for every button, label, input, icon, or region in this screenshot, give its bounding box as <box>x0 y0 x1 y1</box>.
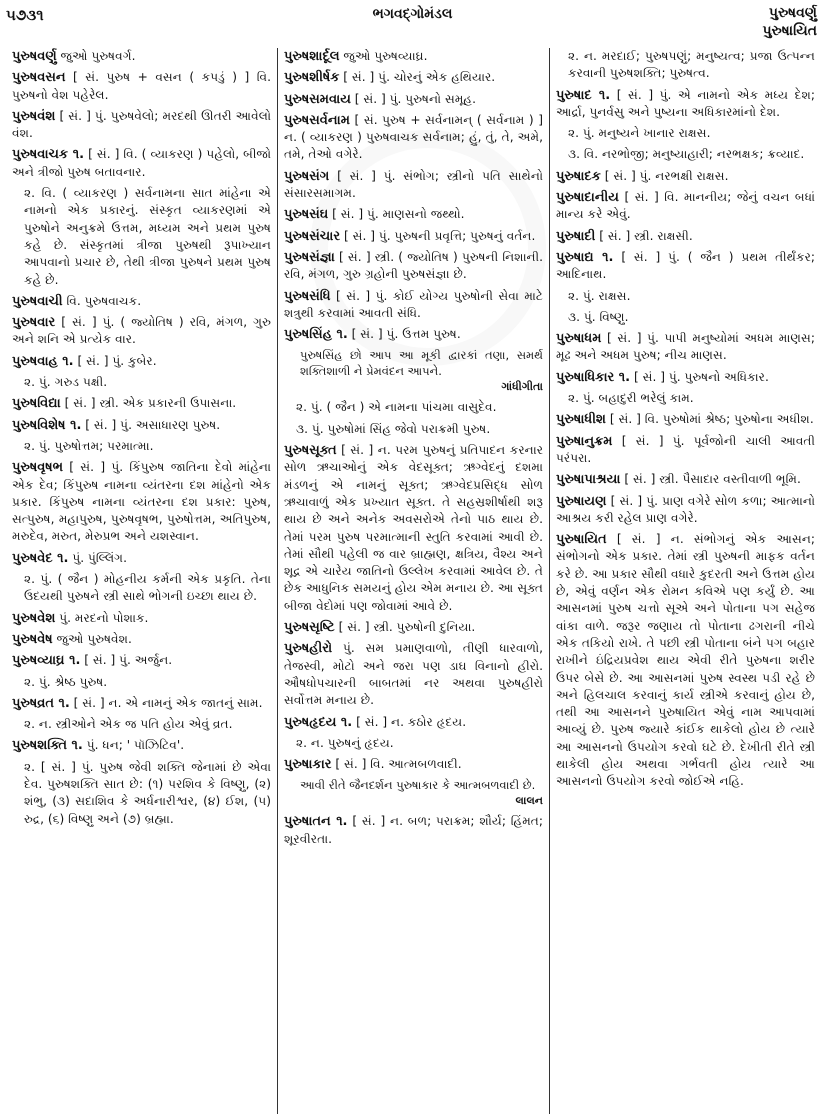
entry-headword: પુરુષવાર <box>12 315 56 331</box>
entry-sense <box>12 716 271 733</box>
entry-headword: પુરુષસંધિ <box>284 288 331 304</box>
entry-headword: પુરુષવાચી <box>12 293 63 309</box>
entry-definition: [ સં. ] ન. એ નામનું એક જાતનું સામ. <box>73 695 263 710</box>
quotation-text: પુરુષસિંહ છો આપ આ મૂકી દ્વારકાં તણા, સમર્થ શક્તિશાળી ને પ્રેમવંદન આપને. <box>300 348 543 379</box>
dictionary-entry <box>284 288 543 323</box>
entry-headword: પુરુષાધિકાર ૧. <box>556 369 631 385</box>
column-2 <box>277 48 549 1114</box>
entry-definition: [ સં. ] સ્ત્રી. પૈસાદાર વસ્તીવાળી ભૂમિ. <box>624 472 801 487</box>
entry-definition: પું. પુંલ્લિંગ. <box>72 550 127 565</box>
column-1 <box>6 48 277 1114</box>
entry-definition: ૨. ન. સ્ત્રીઓને એક જ પતિ હોય એવું વ્રત. <box>24 717 233 732</box>
entry-definition: ૨. ન. પુરુષનું હૃદય. <box>296 735 394 750</box>
entry-definition: [ સં. ] પું. પુરુષની પ્રવૃત્તિ; પુરુષનું વર્તન. <box>343 228 536 243</box>
dictionary-entry <box>284 48 543 65</box>
entry-headword: પુરુષશક્તિ ૧. <box>12 738 83 754</box>
entry-headword: પુરુષાદી <box>556 228 596 244</box>
entry-definition: [ સં. ] પું. માણસનો જથ્થો. <box>332 207 465 222</box>
entry-definition: ૩. પું. વિષ્ણુ. <box>568 309 629 324</box>
entry-headword: પુરુષાદક <box>556 168 601 184</box>
entry-sense <box>284 421 543 438</box>
dictionary-entry <box>556 228 815 245</box>
entry-sense <box>556 390 815 407</box>
entry-headword: પુરુષસંજ્ઞા <box>284 249 335 265</box>
dictionary-entry <box>12 631 271 648</box>
dictionary-entry <box>12 108 271 143</box>
entry-definition: [ સં. ] પું. કુબેર. <box>77 353 157 368</box>
entry-headword: પુરુષસિંહ ૧. <box>284 327 348 343</box>
entry-quotation <box>300 777 543 809</box>
entry-definition: [ સં. ] પું. સંભોગ; સ્ત્રીનો પતિ સાથેનો સંસારસમાગમ. <box>284 168 543 201</box>
entry-quotation <box>300 347 543 395</box>
dictionary-entry <box>556 168 815 185</box>
entry-sense <box>12 571 271 606</box>
entry-headword: પુરુષસંગ <box>284 168 330 184</box>
dictionary-entry <box>556 471 815 488</box>
dictionary-entry <box>284 326 543 343</box>
entry-headword: પુરુષાનુક્રમ <box>556 433 613 449</box>
entry-headword: પુરુષવર્ણુ <box>12 49 57 64</box>
guide-words <box>762 4 817 40</box>
dictionary-entry <box>284 756 543 773</box>
dictionary-entry <box>12 48 271 65</box>
entry-definition: ૨. પું. પુરુષોત્તમ; પરમાત્મા. <box>24 438 154 453</box>
entry-headword: પુરુષવેદ ૧. <box>12 550 69 566</box>
entry-headword: પુરુષહૃદય ૧. <box>284 714 353 730</box>
dictionary-entry <box>12 610 271 627</box>
entry-definition: [ સં. ] પું. પુરુષનો સમૂહ. <box>354 91 476 106</box>
entry-definition: [ સં. ] વિ. ( વ્યાકરણ ) પહેલો, બીજો અને ત્રીજો પુરુષ બતાવનાર. <box>12 147 272 179</box>
dictionary-entry <box>12 146 271 181</box>
entry-definition: [ સં. ] ન. કઠોર હૃદય. <box>356 714 467 729</box>
entry-definition: વિ. પુરુષવાચક. <box>66 293 142 308</box>
entry-sense <box>556 125 815 142</box>
dictionary-columns <box>6 48 821 1114</box>
entry-definition: [ સં. ] પું. ( જ્યોતિષ ) રવિ, મંગળ, ગુરુ અને શનિ એ પ્રત્યેક વાર. <box>12 315 272 347</box>
entry-headword: પુરુષાયિત <box>556 532 607 548</box>
entry-definition: પું. ધન; ' પૉઝિટિવ'. <box>86 738 185 753</box>
entry-definition: [ સં. ] પું. પૂર્વજોની ચાલી આવતી પરંપરા. <box>556 433 815 465</box>
entry-headword: પુરુષાયણ <box>556 493 607 509</box>
dictionary-entry <box>12 314 271 349</box>
entry-headword: પુરુષસૂક્ત <box>284 443 337 459</box>
guide-word-last: પુરુષાયિત <box>762 23 817 39</box>
entry-definition: [ સં. ] સ્ત્રી. રાક્ષસી. <box>599 228 693 243</box>
dictionary-entry <box>284 249 543 284</box>
entry-headword: પુરુષાધમ <box>556 331 602 347</box>
entry-headword: પુરુષાપાશ્રયા <box>556 472 621 488</box>
entry-sense <box>556 48 815 83</box>
entry-headword: પુરુષવૃષભ <box>12 460 63 476</box>
entry-definition: ૩. વિ. નરભોજી; મનુષ્યાહારી; નરભક્ષક; ક્રવ્યાદ. <box>568 147 805 162</box>
entry-headword: પુરુષાતન ૧. <box>284 814 348 830</box>
entry-headword: પુરુષાદ ૧. <box>556 87 611 103</box>
dictionary-entry <box>12 695 271 712</box>
entry-definition: [ સં. ] વિ. પુરુષોમાં શ્રેષ્ઠ; પુરુષોના અધીશ. <box>609 412 814 427</box>
entry-definition: [ સં. ] વિ. આત્મબળવાદી. <box>335 757 462 772</box>
entry-definition: [ સં. ] પું. અસાધારણ પુરુષ. <box>85 417 221 432</box>
dictionary-entry <box>12 69 271 104</box>
entry-headword: પુરુષવિદ્યા <box>12 396 61 412</box>
entry-headword: પુરુષહીરો <box>284 641 333 657</box>
dictionary-entry <box>284 91 543 108</box>
entry-definition: જુઓ પુરુષવ્યાઘ્ર. <box>343 49 428 63</box>
entry-headword: પુરુષવેશ <box>12 610 56 626</box>
dictionary-entry <box>284 168 543 203</box>
entry-sense <box>12 185 271 289</box>
entry-definition: ૨. પું. શ્રેષ્ઠ પુરુષ. <box>24 674 108 689</box>
entry-sense <box>12 438 271 455</box>
entry-headword: પુરુષવેષ <box>12 631 53 647</box>
column-3 <box>549 48 821 1114</box>
entry-headword: પુરુષાદ્ય ૧. <box>556 249 614 265</box>
entry-headword: પુરુષાદાનીય <box>556 190 619 206</box>
entry-definition: [ સં. ] પું. કિંપુરુષ જાતિના દેવો માંહેના એક દેવ; કિંપુરુષ નામના વ્યંતરના દશ માંહેનો એક પ્રકાર. કિંપુરુષ નામના વ્યંતરના દશ પ્રકાર: પુરુષ, સત્પુરુષ, મહાપુરુષ, પુરુષવૃષભ, પુરુષોત્તમ, અતિપુરુષ, મરુદેવ, મરુત, મેરુપ્રભ અને યશસ્વાન. <box>12 460 271 544</box>
page-header <box>0 0 825 46</box>
dictionary-entry <box>12 353 271 370</box>
dictionary-entry <box>284 640 543 709</box>
dictionary-entry <box>12 459 271 545</box>
entry-definition: [ સં. ] પું. કોઈ યોગ્ય પુરુષોની સેવા માટે શત્રુથી કરવામાં આવતી સંધિ. <box>284 288 544 320</box>
entry-definition: [ સં. પુરુષ + સર્વનામન્ ( સર્વનામ ) ] ન. ( વ્યાકરણ ) પુરુષવાચક સર્વનામ; હું, તું, તે, અમે, તમે, તેઓ વગેરે. <box>284 112 544 162</box>
entry-definition: ૨. પું. મનુષ્યને ખાનાર રાક્ષસ. <box>568 126 711 141</box>
dictionary-entry <box>12 652 271 669</box>
entry-headword: પુરુષસંચાર <box>284 228 341 244</box>
page-number: ૫૭૩૧ <box>6 6 44 24</box>
entry-definition: પું. સમ પ્રમાણવાળો, તીણી ધારવાળો, તેજસ્વી, મોટો અને જરા પણ ડાઘ વિનાનો હીરો. ઔષધોપચારની બાબતમાં નર અથવા પુરુષહીરો સર્વોત્તમ મનાય છે. <box>284 641 543 708</box>
dictionary-entry <box>556 330 815 365</box>
dictionary-entry <box>556 411 815 428</box>
guide-word-first: પુરુષવર્ણુ <box>768 5 817 21</box>
entry-sense <box>12 759 271 828</box>
entry-sense <box>284 735 543 752</box>
entry-definition: પું. મરદનો પોશાક. <box>59 610 149 625</box>
dictionary-entry <box>556 189 815 224</box>
dictionary-entry <box>12 737 271 754</box>
entry-definition: જુઓ પુરુષવર્ગ. <box>60 49 136 63</box>
entry-headword: પુરુષવ્રત ૧. <box>12 695 70 711</box>
entry-definition: [ સં. ] ન. પરમ પુરુષનું પ્રતિપાદન કરનાર સોળ ઋચાઓનું એક વેદસૂક્ત; ઋગ્વેદનું દશમા મંડળનું એ નામનું સૂક્ત; ઋગ્વેદપ્રસિદ્ધ સોળ ઋચાવાળું એક પ્રખ્યાત સૂક્ત. તે સહસ્રશીર્ષાથી શરૂ થાય છે અને અનેક અવસરોએ તેનો પાઠ થાય છે. તેમાં પરમ પુરુષ પરમાત્માની સ્તુતિ કરવામાં આવી છે. તેમાં સૌથી પહેલી જ વાર બ્રાહ્મણ, ક્ષત્રિય, વૈશ્ય અને શૂદ્ર એ ચારેય જાતિનો ઉલ્લેખ કરવામાં આવેલ છે. તે છેક આધુનિક સમયનું હોય એમ મનાય છે. આ સૂક્ત બીજા વેદોમાં પણ જોવામાં આવે છે. <box>284 443 543 613</box>
entry-definition: ૨. ન. મરદાઈ; પુરુષપણું; મનુષ્યત્વ; પ્રજા ઉત્પન્ન કરવાની પુરુષશક્તિ; પુરુષત્વ. <box>568 49 815 81</box>
entry-definition: [ સં. ] પું. નરભક્ષી રાક્ષસ. <box>604 168 729 183</box>
entry-definition: [ સં. ] પું. અર્જુન. <box>84 653 173 668</box>
entry-sense <box>12 674 271 691</box>
entry-sense <box>556 146 815 163</box>
entry-headword: પુરુષવ્યાઘ્ર ૧. <box>12 653 81 669</box>
entry-definition: ૨. પું. રાક્ષસ. <box>568 288 631 303</box>
entry-headword: પુરુષસંઘ <box>284 207 329 223</box>
entry-definition: [ સં. ] પું. પાપી મનુષ્યોમાં અધમ માણસ; મૂઢ અને અધમ પુરુષ; નીચ માણસ. <box>556 331 815 363</box>
entry-definition: [ સં. ] સ્ત્રી. એક પ્રકારની ઉપાસના. <box>64 396 237 411</box>
dictionary-entry <box>12 417 271 434</box>
dictionary-entry <box>556 433 815 468</box>
dictionary-entry <box>284 206 543 223</box>
entry-definition: ૨. પું. બહાદુરી ભરેલું કામ. <box>568 391 694 406</box>
entry-definition: [ સં. ] પું. ઉત્તમ પુરુષ. <box>351 327 461 342</box>
entry-headword: પુરુષવંશ <box>12 108 56 124</box>
dictionary-entry <box>556 531 815 790</box>
dictionary-entry <box>284 112 543 164</box>
dictionary-entry <box>284 442 543 615</box>
entry-definition: ૨. [ સં. ] પું. પુરુષ જેવી શક્તિ જેનામાં છે એવા દેવ. પુરુષશક્તિ સાત છે: (૧) પરશિવ કે વિષ્ણુ, (૨) શંભુ, (૩) સદાશિવ કે અર્ધનારીશ્વર, (૪) ઈશ, (૫) રુદ્ર, (૬) વિષ્ણુ અને (૭) બ્રહ્મા. <box>24 759 271 826</box>
dictionary-entry <box>284 813 543 848</box>
entry-definition: ૨. પું. ( જૈન ) મોહનીય કર્મની એક પ્રકૃતિ. તેના ઉદયથી પુરુષને સ્ત્રી સાથે ભોગની ઇચ્છા થાય છે. <box>24 572 271 604</box>
dictionary-entry <box>12 550 271 567</box>
entry-sense <box>556 288 815 305</box>
entry-definition: [ સં. ] પું. એ નામનો એક મધ્ય દેશ; આર્દ્રા, પુનર્વસુ અને પુષ્યના અધિકારમાંનો દેશ. <box>556 87 815 119</box>
entry-definition: [ સં. ] સ્ત્રી. ( જ્યોતિષ ) પુરુષની નિશાની. રવિ, મંગળ, ગુરુ ગ્રહોની પુરુષસંજ્ઞા છે. <box>284 249 543 282</box>
dictionary-entry <box>556 87 815 122</box>
quotation-source: ગાંધીગીતા <box>501 380 543 394</box>
entry-headword: પુરુષશીર્ષક <box>284 70 340 86</box>
entry-headword: પુરુષસર્વનામ <box>284 112 350 128</box>
entry-headword: પુરુષવાહ ૧. <box>12 353 74 369</box>
entry-definition: ૩. પું. પુરુષોમાં સિંહ જેવો પરાક્રમી પુરુષ. <box>296 421 491 436</box>
entry-definition: [ સં. ] પું. પુરુષવેલો; મરદથી ઊતરી આવેલો વંશ. <box>12 108 271 141</box>
entry-definition: [ સં. ] વિ. માનનીય; જેનું વચન બધાં માન્ય કરે એવું. <box>556 190 815 222</box>
book-title: ભગવદ્ગોમંડલ <box>372 6 453 22</box>
quotation-source: લાલન <box>515 794 543 808</box>
entry-headword: પુરુષસૃષ્ટિ <box>284 620 335 636</box>
entry-sense <box>556 309 815 326</box>
dictionary-entry <box>556 249 815 284</box>
entry-headword: પુરુષાધીશ <box>556 412 606 428</box>
dictionary-entry <box>284 228 543 245</box>
entry-definition: [ સં. ] પું. પ્રાણ વગેરે સોળ કળા; આત્માનો આશ્રય કરી રહેલ પ્રાણ વગેરે. <box>556 493 816 525</box>
quotation-text: આવી રીતે જૈનદર્શન પુરુષાકાર કે આત્મબળવાદી છે. <box>300 778 536 793</box>
entry-sense <box>12 374 271 391</box>
dictionary-entry <box>12 395 271 412</box>
entry-headword: પુરુષવસન <box>12 70 66 86</box>
entry-definition: [ સં. ] પું. પુરુષનો અધિકાર. <box>633 369 769 384</box>
entry-definition: ૨. પું. ( જૈન ) એ નામના પાંચમા વાસુદેવ. <box>296 400 497 415</box>
entry-definition: [ સં. ] ન. સંભોગનું એક આસન; સંભોગનો એક પ્રકાર. તેમાં સ્ત્રી પુરુષની માફક વર્તન કરે છે. આ પ્રકાર સૌથી વધારે કુદરતી અને ઉત્તમ હોય છે, એવું વર્ણન એક રોમન કવિએ પણ કર્યું છે. આ આસનમાં પુરુષ ચત્તો સૂએ અને પોતાના પગ સહેજ વાંકા વાળે. જરૂર જણાય તો પોતાના ઢગરાની નીચે એક તકિયો રાખે. તે પછી સ્ત્રી પોતાના બંને પગ બહાર રાખીને ઇંદ્રિયપ્રવેશ થાય એવી રીતે પુરુષના શરીર ઉપર બેસે છે. આ આસનમાં પુરુષ સ્વસ્થ પડી રહે છે અને હિલચાલ કરવાનું કાર્ય સ્ત્રીએ કરવાનું હોય છે, તથી આ આસનને પુરુષાયિત એવું નામ આપવામાં આવ્યું છે. પુરુષ જ્યારે કાંઈક થાકેલો હોય છે ત્યારે આ આસનનો ઉપયોગ કરવો ઘટે છે. દેખીતી રીતે સ્ત્રી થાકેલી હોય અથવા ગર્ભવતી હોય ત્યારે આ આસનનો ઉપયોગ કરવો જોઈએ નહિ. <box>556 532 816 789</box>
entry-definition: [ સં. પુરુષ + વસન ( કપડું ) ] વિ. પુરુષનો વેશ પહેરેલ. <box>12 70 271 102</box>
entry-definition: ૨. વિ. ( વ્યાકરણ ) સર્વનામના સાત માંહેના એ નામનો એક પ્રકારનું. સંસ્કૃત વ્યાકરણમાં એ પુરુષોને અનુક્રમે ઉત્તમ, મધ્યમ અને પ્રથમ પુરુષ કહે છે. સંસ્કૃતમાં ત્રીજા પુરુષથી રૂપાખ્યાન આપવાનો પ્રચાર છે, તેથી ત્રીજા પુરુષને પ્રથમ પુરુષ કહે છે. <box>24 186 271 287</box>
dictionary-entry <box>12 293 271 310</box>
dictionary-entry <box>556 369 815 386</box>
entry-sense <box>284 399 543 416</box>
entry-definition: [ સં. ] પું. ( જૈન ) પ્રથમ તીર્થંકર; આદિનાથ. <box>556 249 816 282</box>
entry-headword: પુરુષવિશેષ ૧. <box>12 417 82 433</box>
entry-headword: પુરુષસમવાય <box>284 91 351 107</box>
entry-headword: પુરુષશાર્દૂલ <box>284 49 340 64</box>
dictionary-entry <box>284 714 543 731</box>
dictionary-entry <box>284 69 543 86</box>
entry-definition: [ સં. ] સ્ત્રી. પુરુષોની દુનિયા. <box>338 620 476 635</box>
entry-definition: જુઓ પુરુષવેશ. <box>56 631 132 646</box>
entry-definition: [ સં. ] પું. ચોરનું એક હથિયાર. <box>343 70 496 85</box>
entry-headword: પુરુષવાચક ૧. <box>12 147 85 163</box>
entry-definition: [ સં. ] ન. બળ; પરાક્રમ; શૌર્ય; હિંમત; શૂરવીરતા. <box>284 814 543 846</box>
dictionary-entry <box>556 493 815 528</box>
entry-headword: પુરુષાકાર <box>284 757 332 773</box>
entry-definition: ૨. પું. ગરુડ પક્ષી. <box>24 375 108 390</box>
dictionary-entry <box>284 619 543 636</box>
